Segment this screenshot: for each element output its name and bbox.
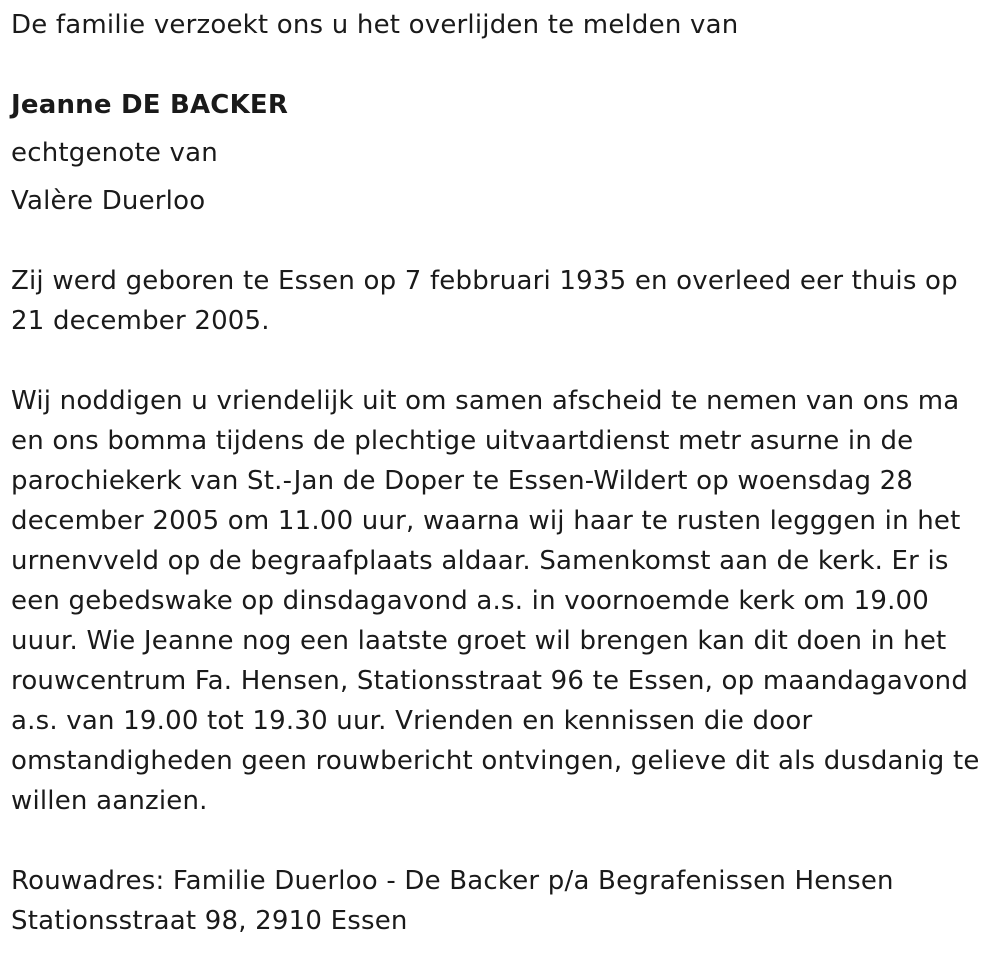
invitation-line: omstandigheden geen rouwbericht ontvingen, gelieve dit als dusdanig te [11,746,980,776]
intro-text: De familie verzoekt ons u het overlijden te melden van [11,10,739,40]
invitation-line: a.s. van 19.00 tot 19.30 uur. Vrienden en kennissen die door [11,706,813,736]
invitation-line: een gebedswake op dinsdagavond a.s. in voornoemde kerk om 19.00 [11,586,930,616]
invitation-line: parochiekerk van St.-Jan de Doper te Essen-Wildert op woensdag 28 [11,466,914,496]
address-line: Rouwadres: Familie Duerloo - De Backer p/a Begrafenissen Hensen [11,866,894,896]
birth-death-line: 21 december 2005. [11,306,270,336]
invitation-line: willen aanzien. [11,786,208,816]
invitation-line: urnenvveld op de begraafplaats aldaar. Samenkomst aan de kerk. Er is [11,546,949,576]
relation-text: echtgenote van [11,138,218,168]
birth-death-line: Zij werd geboren te Essen op 7 febbruari 1935 en overleed eer thuis op [11,266,958,296]
invitation-line: december 2005 om 11.00 uur, waarna wij haar te rusten legggen in het [11,506,961,536]
deceased-name: Jeanne DE BACKER [11,90,289,120]
spouse-name: Valère Duerloo [11,186,206,216]
invitation-line: uuur. Wie Jeanne nog een laatste groet wil brengen kan dit doen in het [11,626,947,656]
invitation-line: Wij noddigen u vriendelijk uit om samen afscheid te nemen van ons ma [11,386,960,416]
address-line: Stationsstraat 98, 2910 Essen [11,906,408,936]
invitation-line: en ons bomma tijdens de plechtige uitvaartdienst metr asurne in de [11,426,914,456]
invitation-line: rouwcentrum Fa. Hensen, Stationsstraat 96 te Essen, op maandagavond [11,666,969,696]
